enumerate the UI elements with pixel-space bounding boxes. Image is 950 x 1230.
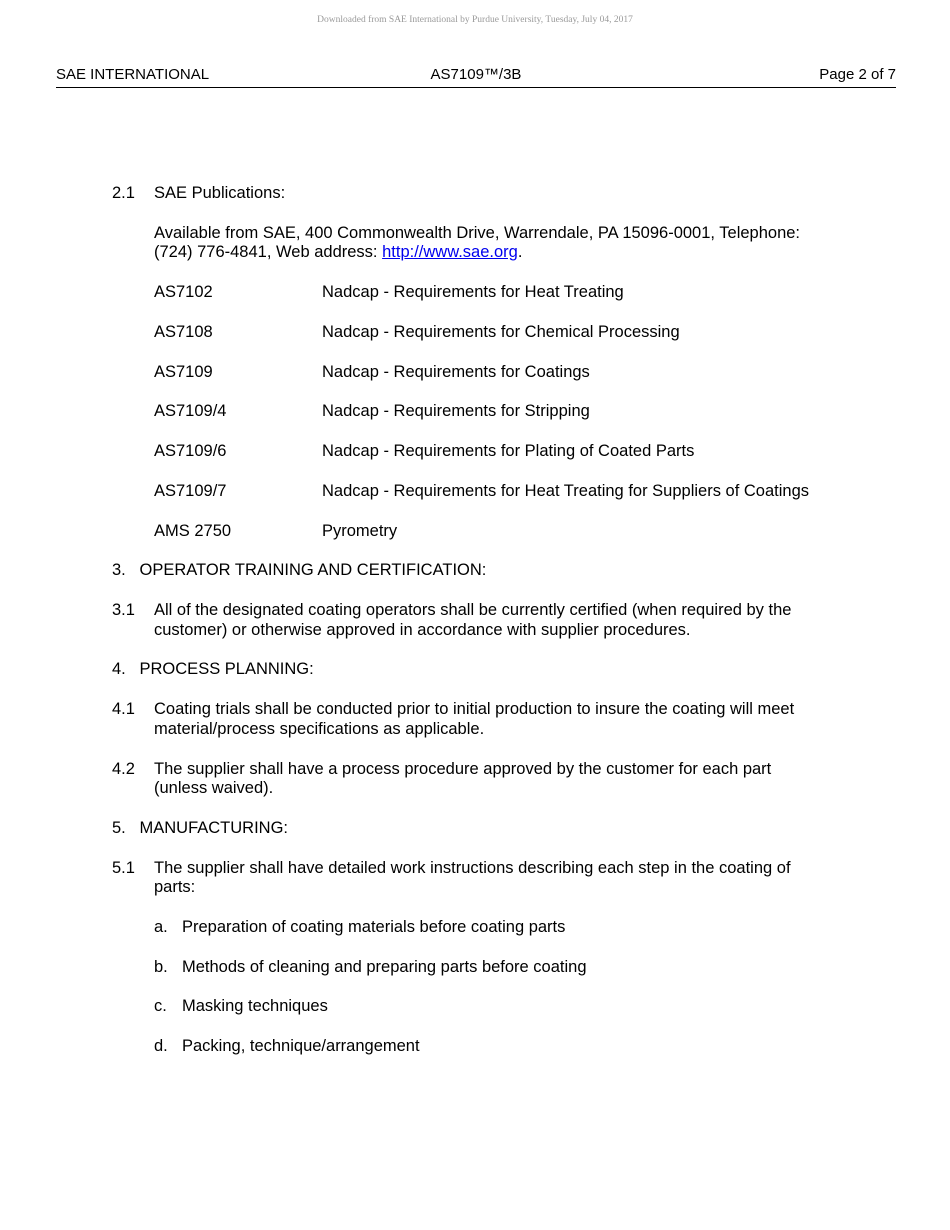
list-item-text: Preparation of coating materials before coating parts	[182, 918, 566, 936]
page-header	[56, 66, 896, 88]
list-item-text: Packing, technique/arrangement	[182, 1037, 420, 1055]
reference-code: AS7102	[154, 283, 213, 301]
reference-title: Pyrometry	[322, 522, 398, 540]
clause-text-line-1: All of the designated coating operators shall be currently certified (when required by the	[154, 601, 792, 619]
availability-suffix: .	[517, 243, 523, 261]
clause-number: 4.2	[112, 760, 135, 778]
section-number: 2.1	[112, 184, 135, 202]
list-item-letter: c.	[154, 997, 167, 1015]
clause-text-line-2: (unless waived).	[154, 779, 274, 797]
clause-number: 3.1	[112, 601, 135, 619]
list-item-letter: d.	[154, 1037, 168, 1055]
list-item-letter: a.	[154, 918, 168, 936]
section-title: SAE Publications:	[154, 184, 286, 202]
clause-text-line-2: parts:	[154, 878, 196, 896]
reference-title: Nadcap - Requirements for Heat Treating for Suppliers of Coatings	[322, 482, 809, 500]
section-heading: 3. OPERATOR TRAINING AND CERTIFICATION:	[112, 561, 487, 579]
clause-number: 5.1	[112, 859, 135, 877]
clause-text-line-1: The supplier shall have a process procedure approved by the customer for each part	[154, 760, 772, 778]
reference-code: AS7109/7	[154, 482, 227, 500]
list-item-letter: b.	[154, 958, 168, 976]
list-item-text: Methods of cleaning and preparing parts before coating	[182, 958, 587, 976]
reference-title: Nadcap - Requirements for Coatings	[322, 363, 590, 381]
header-document-number: AS7109™/3B	[430, 66, 522, 83]
clause-text-line-1: Coating trials shall be conducted prior to initial production to insure the coating will meet	[154, 700, 795, 718]
download-watermark: Downloaded from SAE International by Purdue University, Tuesday, July 04, 2017	[317, 15, 633, 25]
availability-line-1: Available from SAE, 400 Commonwealth Drive, Warrendale, PA 15096-0001, Telephone:	[154, 224, 801, 242]
availability-prefix: (724) 776-4841, Web address:	[154, 243, 383, 261]
header-organization: SAE INTERNATIONAL	[56, 66, 210, 83]
section-heading: 4. PROCESS PLANNING:	[112, 660, 314, 678]
clause-text-line-1: The supplier shall have detailed work instructions describing each step in the coating of	[154, 859, 791, 877]
reference-title: Nadcap - Requirements for Stripping	[322, 402, 590, 420]
reference-code: AS7109	[154, 363, 213, 381]
reference-code: AS7109/6	[154, 442, 227, 460]
reference-title: Nadcap - Requirements for Plating of Coated Parts	[322, 442, 695, 460]
clause-text-line-2: material/process specifications as applicable.	[154, 720, 485, 738]
clause-text-line-2: customer) or otherwise approved in accordance with supplier procedures.	[154, 621, 691, 639]
reference-code: AS7108	[154, 323, 213, 341]
reference-code: AS7109/4	[154, 402, 227, 420]
availability-line-2	[154, 243, 854, 263]
reference-title: Nadcap - Requirements for Chemical Processing	[322, 323, 680, 341]
sae-website-link[interactable]: http://www.sae.org	[382, 243, 518, 261]
header-page-number: Page 2 of 7	[819, 66, 896, 83]
clause-number: 4.1	[112, 700, 135, 718]
list-item-text: Masking techniques	[182, 997, 328, 1015]
reference-code: AMS 2750	[154, 522, 232, 540]
reference-title: Nadcap - Requirements for Heat Treating	[322, 283, 624, 301]
section-heading: 5. MANUFACTURING:	[112, 819, 289, 837]
